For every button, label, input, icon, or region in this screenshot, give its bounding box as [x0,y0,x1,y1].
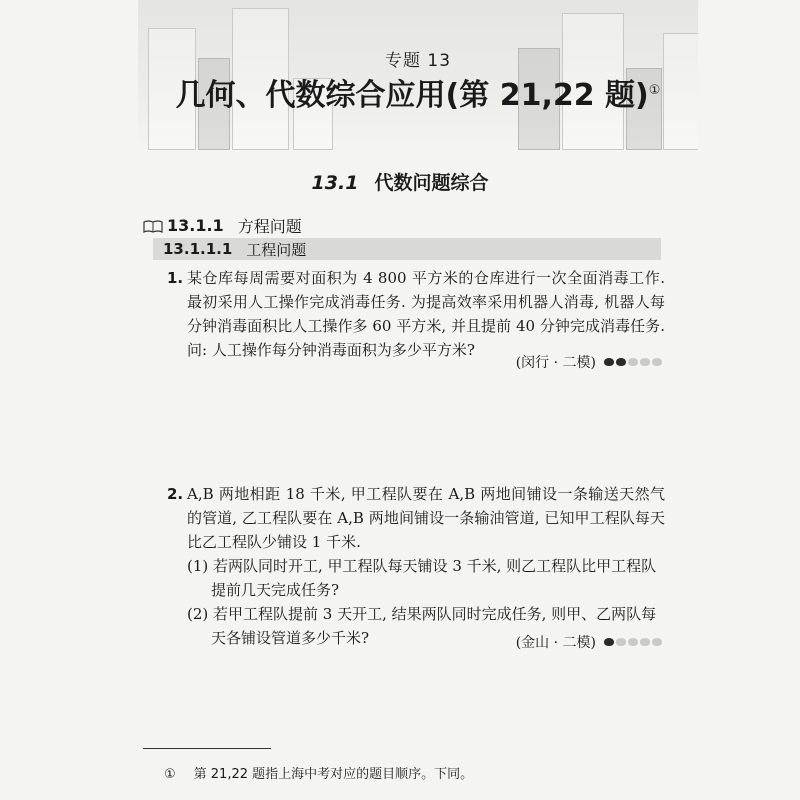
problem-part-1: (1) 若两队同时开工, 甲工程队每天铺设 3 千米, 则乙工程队比甲工程队提前几天完成任务? [187,557,657,599]
difficulty-dot [640,358,650,366]
header-banner [138,0,698,150]
footnote [164,763,473,782]
problem-part-2: (2) 若甲工程队提前 3 天开工, 结果两队同时完成任务, 则甲、乙两队每天各铺设管道多少千米? [187,605,657,647]
subsection-title: 方程问题 [237,217,302,236]
difficulty-rating [602,358,662,366]
chapter-title [138,70,698,114]
difficulty-dot [628,358,638,366]
difficulty-dot [652,358,662,366]
chapter-title-text: 几何、代数综合应用(第 21,22 题) [175,78,649,113]
difficulty-dot [604,638,614,646]
source-label: (金山 · 二模) [515,635,596,651]
section-heading [0,168,800,195]
problem-1-source [516,352,662,372]
difficulty-dot [616,358,626,366]
chapter-label: 专题 13 [384,51,452,71]
source-label: (闵行 · 二模) [515,355,596,371]
difficulty-dot [652,638,662,646]
difficulty-dot [604,358,614,366]
footnote-text: 第 21,22 题指上海中考对应的题目顺序。下同。 [193,767,474,782]
difficulty-dot [616,638,626,646]
footnote-mark: ① [164,767,176,782]
section-title: 代数问题综合 [374,172,489,194]
difficulty-rating [602,638,662,646]
footnote-divider [143,748,271,749]
difficulty-dot [640,638,650,646]
book-icon [143,219,163,233]
subsubsection-number: 13.1.1.1 [163,240,233,258]
section-number: 13.1 [311,172,359,194]
problem-text: A,B 两地相距 18 千米, 甲工程队要在 A,B 两地间铺设一条输送天然气的管道, 乙工程队要在 A,B 两地间铺设一条输油管道, 已知甲工程队每天比乙工程队少铺设 1 千米. [187,485,665,551]
problem-2-source [516,632,662,652]
subsection-number: 13.1.1 [167,216,224,235]
problem-text: 某仓库每周需要对面积为 4 800 平方米的仓库进行一次全面消毒工作. 最初采用人工操作完成消毒任务. 为提高效率采用机器人消毒, 机器人每分钟消毒面积比人工操作多 60 平方米, 并且提前 40 分钟完成消毒任务. 问: 人工操作每分钟消毒面积为多少平方米? [187,269,665,359]
subsubsection-title: 工程问题 [246,240,307,259]
problem-number: 1. [167,269,184,287]
difficulty-dot [628,638,638,646]
subsection-heading [143,214,302,237]
problem-number: 2. [167,485,184,503]
problem-1 [167,266,665,362]
subsubsection-bar [153,238,661,260]
footnote-ref: ① [648,83,661,98]
problem-2 [167,482,665,650]
